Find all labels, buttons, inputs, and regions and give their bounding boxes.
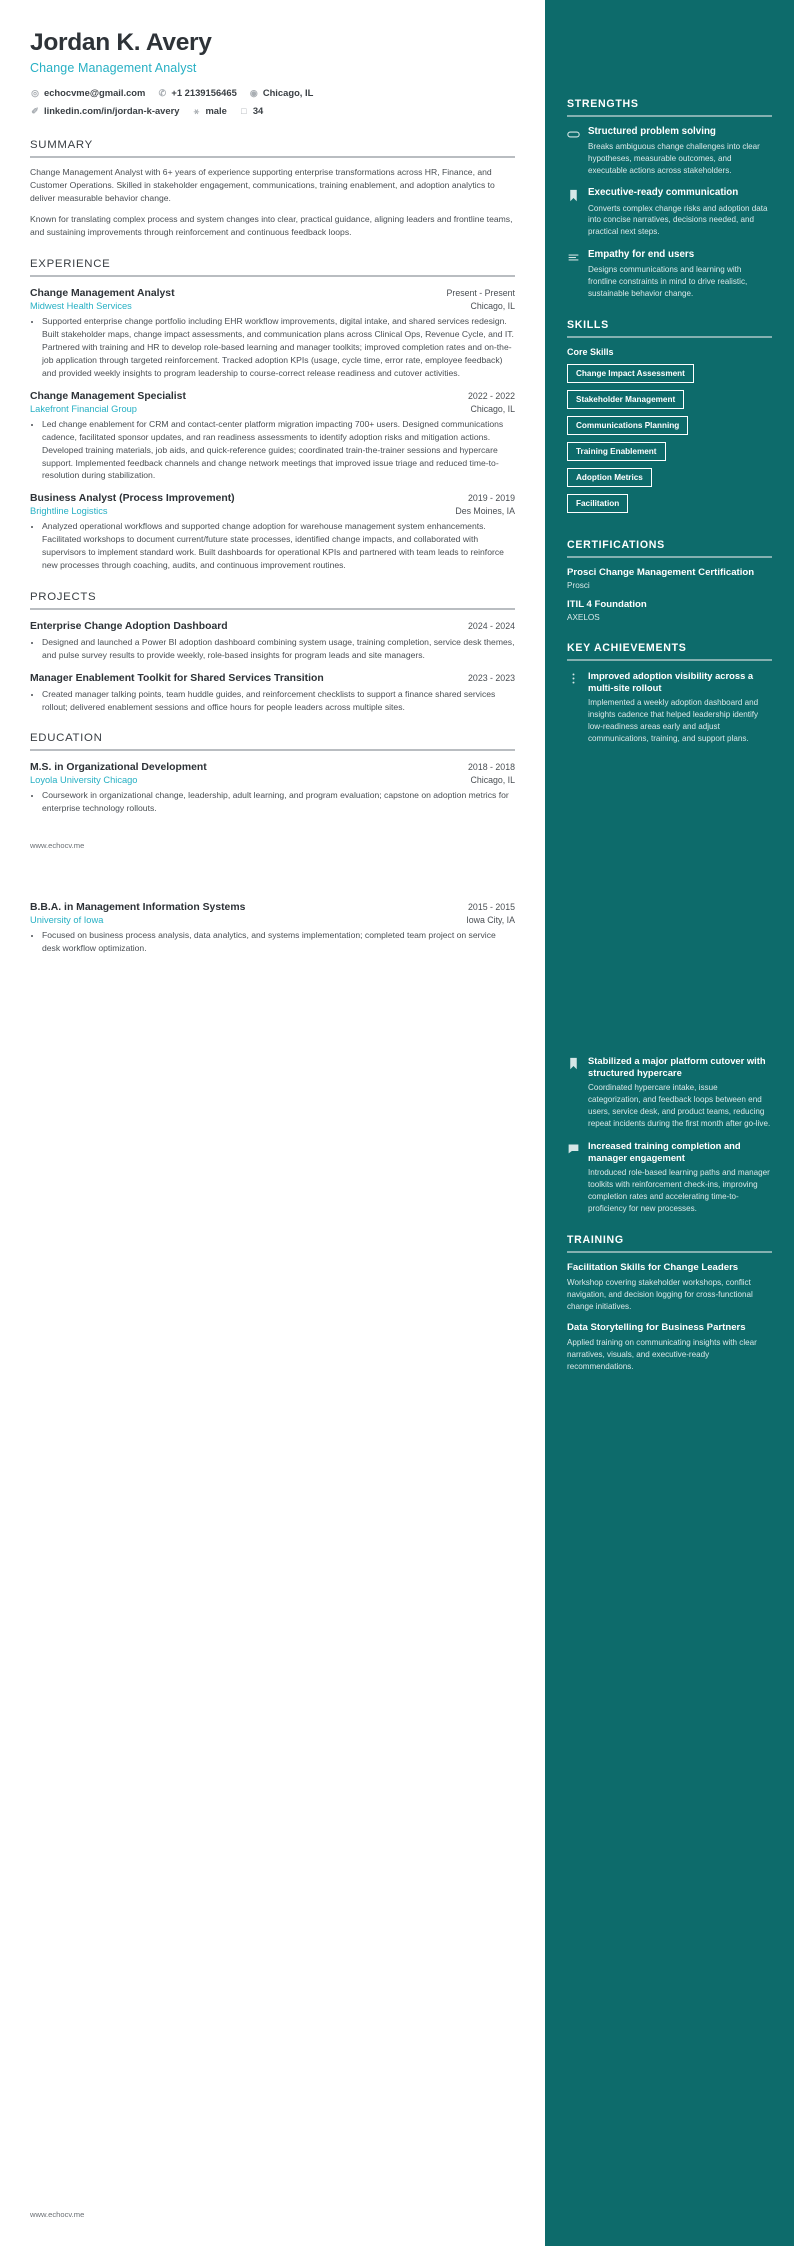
experience-entry <box>30 391 515 482</box>
projects-heading: PROJECTS <box>30 590 97 603</box>
strength-desc: Designs communications and learning with frontline constraints in mind to drive realistic, sustainable behavior change. <box>588 265 748 298</box>
skill-chip-list <box>567 363 772 519</box>
bookmark-icon <box>567 1055 580 1129</box>
experience-location: Chicago, IL <box>470 403 515 414</box>
header-block <box>30 28 515 120</box>
strength-desc: Breaks ambiguous change challenges into clear hypotheses, measurable outcomes, and executable actions across stakeholders. <box>588 142 760 175</box>
section-education <box>30 732 515 815</box>
candidate-headline: Change Management Analyst <box>30 61 197 76</box>
skill-chip[interactable]: Training Enablement <box>567 442 666 461</box>
contact-linkedin-text: linkedin.com/in/jordan-k-avery <box>44 105 180 117</box>
achievement-item <box>567 670 772 744</box>
education-bullets <box>30 929 515 955</box>
education-divider <box>30 749 515 751</box>
summary-paragraph: Change Management Analyst with 6+ years of experience supporting enterprise transformations across HR, Finance, and Customer Operations. Skilled in stakeholder engagement, communications, training enablement, and adoption analytics to deliver measurable behavior change. <box>30 167 495 204</box>
summary-divider <box>30 156 515 158</box>
strength-item <box>567 126 772 176</box>
education-location: Iowa City, IA <box>466 915 515 926</box>
experience-role: Change Management Specialist <box>30 390 186 402</box>
candidate-name: Jordan K. Avery <box>30 29 212 56</box>
bookmark-icon <box>567 187 580 237</box>
contact-gender-text: male <box>205 105 227 117</box>
strength-item <box>567 187 772 237</box>
summary-heading: SUMMARY <box>30 139 93 152</box>
strength-title: Structured problem solving <box>588 126 716 137</box>
bullet-item: • Focused on business process analysis, data analytics, and systems implementation; completed team project on service desk workflow optimization. <box>42 929 515 955</box>
education-school: Loyola University Chicago <box>30 775 138 786</box>
dots-vertical-icon <box>567 670 580 744</box>
experience-divider <box>30 275 515 277</box>
link-icon: ✐ <box>31 105 39 116</box>
training-name: Data Storytelling for Business Partners <box>567 1322 746 1334</box>
achievement-desc: Coordinated hypercare intake, issue categorization, and feedback loops between end users, service desk, and product teams, reducing repeat incidents during the first month after go-live. <box>588 1083 771 1128</box>
experience-org: Brightline Logistics <box>30 506 108 517</box>
strengths-divider <box>567 115 772 117</box>
achievements-divider <box>567 659 772 661</box>
skills-heading: SKILLS <box>567 319 609 332</box>
project-date: 2023 - 2023 <box>468 672 515 683</box>
achievement-title: Increased training completion and manager engagement <box>588 1140 741 1164</box>
achievement-desc: Introduced role-based learning paths and manager toolkits with reinforcement check-ins, improving completion rates and accelerating time-to-proficiency for new processes. <box>588 1168 770 1213</box>
section-projects <box>30 591 515 714</box>
achievement-item <box>567 1055 772 1129</box>
bullet-item: • Led change enablement for CRM and contact-center platform migration impacting 700+ users. Designed communications cadence, facilitated sponsor updates, and ran readiness assessments to identify adoption risks and mitigation actions. Developed training materials, job aids, and quick-reference guides; coordinated train-the-trainer sessions and hypercare support. Implemented feedback channels and change network meetings that improved issue triage and reduced time-to-resolution during stabilization. <box>42 418 515 482</box>
skills-divider <box>567 336 772 338</box>
strengths-heading: STRENGTHS <box>567 98 639 110</box>
page-break <box>30 850 515 902</box>
skill-chip[interactable]: Adoption Metrics <box>567 468 652 487</box>
sidebar <box>545 0 794 2246</box>
sidebar-section-certifications <box>567 539 772 622</box>
education-date: 2018 - 2018 <box>468 762 515 773</box>
projects-divider <box>30 608 515 610</box>
strength-title: Empathy for end users <box>588 248 695 260</box>
chat-icon <box>567 1140 580 1214</box>
education-location: Chicago, IL <box>470 775 515 786</box>
project-bullets <box>30 688 515 714</box>
experience-role: Business Analyst (Process Improvement) <box>30 493 235 505</box>
bullet-item: • Designed and launched a Power BI adoption dashboard combining system usage, training completion, service desk themes, and pulse survey results to provide weekly, role-based insights for program leads and site managers. <box>42 636 515 662</box>
certification-item <box>567 599 772 622</box>
contact-email[interactable] <box>30 84 145 102</box>
education-heading: EDUCATION <box>30 732 103 745</box>
page-footer-url: www.echocv.me <box>30 2210 85 2220</box>
project-title: Manager Enablement Toolkit for Shared Services Transition <box>30 672 324 684</box>
contact-linkedin[interactable] <box>30 102 179 120</box>
contact-row-2 <box>30 102 515 120</box>
contact-age <box>239 102 263 120</box>
bullet-item: • Analyzed operational workflows and supported change adoption for warehouse management system enhancements. Facilitated workshops to document current/future state processes, identified change impacts, and collaborated with supervisors to implement standard work. Built dashboards for operational KPIs and partnered with team leads to reinforce new processes through coaching, audits, and continuous improvement routines. <box>42 520 515 572</box>
lines-icon <box>567 249 580 299</box>
experience-bullets <box>30 418 515 482</box>
summary-paragraph: Known for translating complex process and system changes into clear, practical guidance, aligning leaders and frontline teams, and sustaining improvements through reinforcement and continuous feedback loops. <box>30 214 513 238</box>
certification-name: ITIL 4 Foundation <box>567 599 647 611</box>
experience-heading: EXPERIENCE <box>30 258 111 271</box>
contact-row-1 <box>30 84 515 102</box>
sidebar-section-strengths <box>567 98 772 299</box>
phone-icon: ✆ <box>158 87 167 98</box>
email-icon: ◎ <box>31 87 39 98</box>
certification-issuer: AXELOS <box>567 613 600 623</box>
skill-chip[interactable]: Communications Planning <box>567 416 688 435</box>
contact-email-text: echocvme@gmail.com <box>44 87 146 99</box>
location-pin-icon: ◉ <box>249 87 258 98</box>
experience-location: Chicago, IL <box>470 301 515 312</box>
capsule-icon <box>567 126 580 176</box>
contact-age-text: 34 <box>252 105 264 117</box>
certifications-divider <box>567 556 772 558</box>
sidebar-page-break <box>567 755 772 1055</box>
person-icon: ⚹ <box>193 105 200 116</box>
skill-chip[interactable]: Change Impact Assessment <box>567 364 694 383</box>
certification-item <box>567 567 772 590</box>
training-desc: Applied training on communicating insights with clear narratives, visuals, and executive-ready recommendations. <box>567 1338 757 1371</box>
sidebar-section-achievements <box>567 642 772 1214</box>
calendar-icon: □ <box>241 105 247 116</box>
education-degree: M.S. in Organizational Development <box>30 762 207 774</box>
education-degree: B.B.A. in Management Information Systems <box>30 902 246 914</box>
training-desc: Workshop covering stakeholder workshops, conflict navigation, and decision logging for cross-functional change initiatives. <box>567 1278 753 1311</box>
training-name: Facilitation Skills for Change Leaders <box>567 1262 739 1274</box>
education-entry <box>30 762 515 815</box>
experience-org: Lakefront Financial Group <box>30 403 137 414</box>
skill-chip[interactable]: Stakeholder Management <box>567 390 684 409</box>
project-date: 2024 - 2024 <box>468 620 515 631</box>
contact-location <box>249 84 314 102</box>
experience-bullets <box>30 315 515 379</box>
education-bullets <box>30 789 515 815</box>
sidebar-section-skills <box>567 319 772 519</box>
experience-entry <box>30 288 515 379</box>
experience-org: Midwest Health Services <box>30 301 132 312</box>
section-education-continued <box>30 902 515 955</box>
project-title: Enterprise Change Adoption Dashboard <box>30 620 228 632</box>
project-bullets <box>30 636 515 662</box>
contact-gender <box>191 102 226 120</box>
education-date: 2015 - 2015 <box>468 902 515 913</box>
strength-desc: Converts complex change risks and adoption data into concise narratives, decisions needed, and practical next steps. <box>588 203 768 237</box>
contact-details <box>30 84 515 120</box>
skill-chip[interactable]: Facilitation <box>567 494 628 513</box>
contact-location-text: Chicago, IL <box>262 87 314 99</box>
achievement-item <box>567 1140 772 1214</box>
experience-location: Des Moines, IA <box>455 506 515 517</box>
training-divider <box>567 1251 772 1253</box>
experience-entry <box>30 493 515 572</box>
bullet-item: • Created manager talking points, team huddle guides, and reinforcement checklists to support a finance shared services rollout; delivered enablement sessions and office hours for people leaders across multiple sites. <box>42 688 515 714</box>
skills-group-label: Core Skills <box>567 347 614 358</box>
strength-item <box>567 249 772 299</box>
project-entry <box>30 621 515 662</box>
experience-bullets <box>30 520 515 572</box>
section-summary <box>30 139 515 239</box>
training-item <box>567 1322 772 1372</box>
experience-date: Present - Present <box>446 288 515 299</box>
certification-issuer: Prosci <box>567 581 590 591</box>
certifications-heading: CERTIFICATIONS <box>567 539 665 552</box>
section-experience <box>30 258 515 571</box>
achievement-title: Stabilized a major platform cutover with structured hypercare <box>588 1055 766 1079</box>
achievement-title: Improved adoption visibility across a multi-site rollout <box>588 670 754 694</box>
bullet-item: • Coursework in organizational change, leadership, adult learning, and program evaluation; capstone on adoption metrics for enterprise technology rollouts. <box>42 789 515 815</box>
bullet-item: • Supported enterprise change portfolio including EHR workflow improvements, digital intake, and shared services redesign. Built stakeholder maps, change impact assessments, and communication plans across Clinical Ops, Revenue Cycle, and IT. Partnered with training and HR to develop role-based learning and manager toolkits; improved completion rates and on-the-job application through targeted reinforcement. Tracked adoption KPIs (usage, cycle time, error rate, employee feedback) and provided weekly insights to program leadership to course-correct release readiness and cutover activities. <box>42 315 515 379</box>
experience-date: 2019 - 2019 <box>468 493 515 504</box>
achievement-desc: Implemented a weekly adoption dashboard and insights cadence that helped leadership identify low-readiness areas early and adjust communications, training, and support plans. <box>588 698 759 743</box>
project-entry <box>30 673 515 714</box>
experience-role: Change Management Analyst <box>30 288 175 300</box>
strength-title: Executive-ready communication <box>588 187 739 199</box>
sidebar-section-training <box>567 1234 772 1372</box>
training-item <box>567 1262 772 1312</box>
experience-date: 2022 - 2022 <box>468 390 515 401</box>
certification-name: Prosci Change Management Certification <box>567 567 755 579</box>
education-school: University of Iowa <box>30 915 104 926</box>
training-heading: TRAINING <box>567 1234 624 1247</box>
contact-phone-text: +1 2139156465 <box>171 87 237 99</box>
education-entry <box>30 902 515 955</box>
contact-phone[interactable] <box>157 84 236 102</box>
achievements-heading: KEY ACHIEVEMENTS <box>567 642 687 655</box>
page-footer-url: www.echocv.me <box>30 841 85 851</box>
